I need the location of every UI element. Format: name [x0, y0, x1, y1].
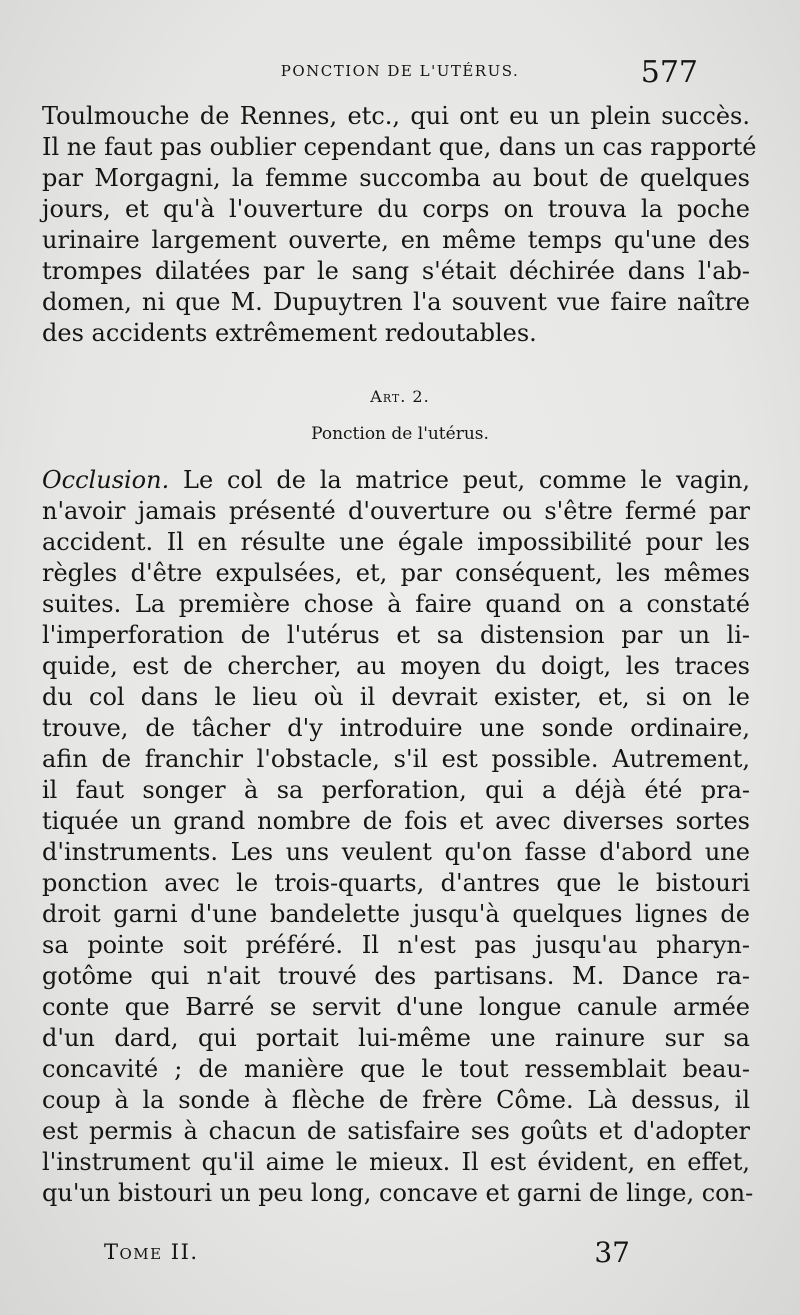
text-line: trouve, de tâcher d'y introduire une sonde ordinaire, [42, 714, 750, 742]
paragraph-2 [42, 465, 754, 1209]
text-line: des accidents extrêmement redoutables. [42, 319, 537, 347]
text-line: par Morgagni, la femme succomba au bout de quelques [42, 164, 750, 192]
article-title: Ponction de l'utérus. [311, 424, 489, 444]
text-line: Il ne faut pas oublier cependant que, dans un cas rapporté [42, 133, 757, 161]
text-line: l'imperforation de l'utérus et sa distension par un li- [42, 621, 750, 649]
section-lead: Occlusion. [42, 466, 170, 494]
text-line: tiquée un grand nombre de fois et avec diverses sortes [42, 807, 750, 835]
running-head: PONCTION DE L'UTÉRUS. [280, 62, 520, 80]
text-line: du col dans le lieu où il devrait exister, et, si on le [42, 683, 750, 711]
text-line: trompes dilatées par le sang s'était déchirée dans l'ab- [42, 257, 750, 285]
text-line: conte que Barré se servit d'une longue canule armée [42, 993, 750, 1021]
text-line: n'avoir jamais présenté d'ouverture ou s'être fermé par [42, 497, 750, 525]
text-line: il faut songer à sa perforation, qui a déjà été pra- [42, 776, 750, 804]
text-line: gotôme qui n'ait trouvé des partisans. M. Dance ra- [42, 962, 750, 990]
text-line: sa pointe soit préféré. Il n'est pas jusqu'au pharyn- [42, 931, 750, 959]
text-line: qu'un bistouri un peu long, concave et garni de linge, con- [42, 1179, 754, 1207]
text-line: urinaire largement ouverte, en même temps qu'une des [42, 226, 750, 254]
article-number: Art. 2. [370, 387, 430, 406]
text-line: d'instruments. Les uns veulent qu'on fasse d'abord une [42, 838, 750, 866]
text-line: quide, est de chercher, au moyen du doigt, les traces [42, 652, 750, 680]
volume-signature: Tome II. [104, 1240, 199, 1264]
text-line: afin de franchir l'obstacle, s'il est possible. Autrement, [42, 745, 750, 773]
text-line-lead [42, 465, 750, 496]
text-line: Toulmouche de Rennes, etc., qui ont eu un plein succès. [42, 102, 750, 130]
text-fragment: Le col de la matrice peut, comme le vagin, [169, 466, 750, 494]
text-line: coup à la sonde à flèche de frère Côme. Là dessus, il [42, 1086, 750, 1114]
text-line: droit garni d'une bandelette jusqu'à quelques lignes de [42, 900, 750, 928]
text-line: domen, ni que M. Dupuytren l'a souvent vue faire naître [42, 288, 750, 316]
text-line: accident. Il en résulte une égale impossibilité pour les [42, 528, 750, 556]
text-line: l'instrument qu'il aime le mieux. Il est évident, en effet, [42, 1148, 750, 1176]
page-number: 577 [640, 55, 698, 90]
text-line: est permis à chacun de satisfaire ses goûts et d'adopter [42, 1117, 750, 1145]
text-line: concavité ; de manière que le tout ressemblait beau- [42, 1055, 750, 1083]
text-line: jours, et qu'à l'ouverture du corps on trouva la poche [42, 195, 750, 223]
text-line: d'un dard, qui portait lui-même une rainure sur sa [42, 1024, 750, 1052]
text-line: ponction avec le trois-quarts, d'antres que le bistouri [42, 869, 750, 897]
text-line: suites. La première chose à faire quand on a constaté [42, 590, 750, 618]
text-line: règles d'être expulsées, et, par conséquent, les mêmes [42, 559, 750, 587]
gathering-signature: 37 [594, 1236, 630, 1269]
paragraph-1 [42, 101, 757, 349]
